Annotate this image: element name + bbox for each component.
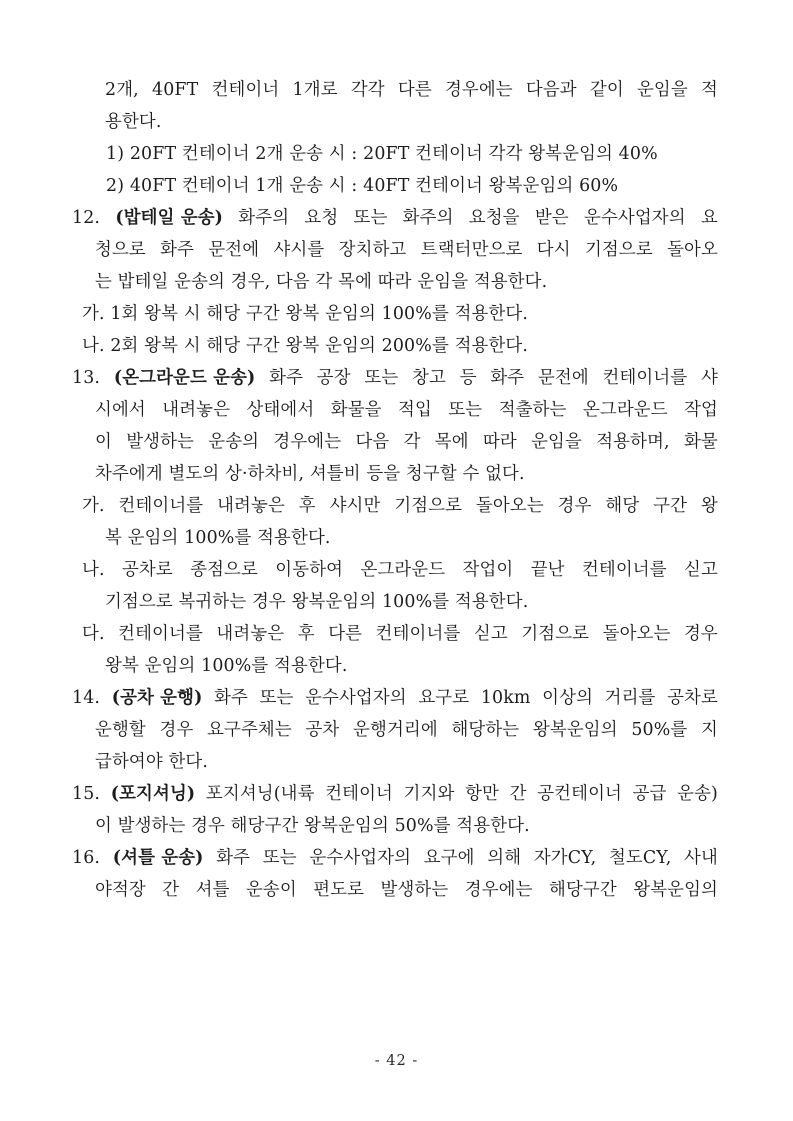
text-word: 샤시만 xyxy=(329,496,381,516)
clause-continuation-line: 는 밥테일 운송의 경우, 다음 각 목에 따라 운임을 적용한다. xyxy=(95,272,548,292)
text-word: 다음 xyxy=(355,432,390,452)
text-word: 돌아오는 xyxy=(602,624,671,644)
clause-label: (온그라운드 운송) xyxy=(113,368,256,388)
text-word: 해당 xyxy=(605,496,640,516)
clause-number: 13. xyxy=(72,368,101,388)
text-word: 장치하고 xyxy=(338,240,407,260)
text-word: 이동하여 xyxy=(275,560,344,580)
clause-first-line xyxy=(72,362,718,394)
text-word: 운송의 xyxy=(208,432,260,452)
text-word: 컨테이너를 xyxy=(602,368,688,388)
text-word: 컨테이너를 xyxy=(375,624,461,644)
clause-label: (공차 운행) xyxy=(111,688,203,708)
text-word: 공차 xyxy=(305,720,340,740)
clause-item xyxy=(72,842,718,906)
subitem-continuation-line: 복 운임의 100%를 적용한다. xyxy=(105,528,331,548)
text-word: 이상의 xyxy=(542,688,594,708)
clause-subitem xyxy=(72,618,718,682)
text-word: 싣고 xyxy=(473,624,508,644)
text-word: 요 xyxy=(700,208,718,228)
text-word: 창고 xyxy=(412,368,446,388)
text-word: 화물을 xyxy=(330,400,382,420)
text-word: 의해 xyxy=(487,848,522,868)
clause-number: 16. xyxy=(72,848,101,868)
text-word: 해당하는 xyxy=(451,720,520,740)
text-word: 화주 xyxy=(216,848,251,868)
text-word: 거리를 xyxy=(604,688,656,708)
subitem-first-line xyxy=(72,298,718,330)
text-word: 적출하는 xyxy=(498,400,567,420)
clause-continuation-line xyxy=(72,234,718,266)
text-word: 간 xyxy=(509,784,527,804)
text-word: 공차로 xyxy=(121,560,173,580)
text-word: 화주 xyxy=(269,368,304,388)
subitem-continuation-line: 왕복 운임의 100%를 적용한다. xyxy=(105,656,348,676)
text-word: 발생하는 xyxy=(126,432,195,452)
text-word: 요구로 xyxy=(418,688,470,708)
text-word: 2회 왕복 시 해당 구간 왕복 운임의 200%를 적용한다. xyxy=(104,336,529,356)
text-word: 화주의 xyxy=(402,208,454,228)
text-word: 왕복운임의 xyxy=(532,720,618,740)
text-word: 상태에서 xyxy=(246,400,315,420)
text-word: 청으로 xyxy=(95,240,146,260)
clause-item xyxy=(72,202,718,298)
text-word: 경우에는 xyxy=(464,880,533,900)
subitem-marker: 가. xyxy=(82,496,105,516)
text-word: 끝난 xyxy=(530,560,565,580)
text-word: 돌아오는 xyxy=(475,496,544,516)
clause-continuation-line xyxy=(72,874,718,906)
text-word: 종점으로 xyxy=(190,560,258,580)
clause-item xyxy=(72,778,718,842)
text-word: 다음과 xyxy=(525,80,577,100)
text-word: 화물 xyxy=(683,432,718,452)
text-word: 50%를 xyxy=(631,720,688,740)
text-word: 또는 xyxy=(364,368,399,388)
text-word: 간 xyxy=(162,880,180,900)
carryover-paragraph xyxy=(72,74,718,138)
clause-number: 12. xyxy=(72,208,101,228)
text-word: 싣고 xyxy=(684,560,718,580)
text-word: 1회 왕복 시 해당 구간 왕복 운임의 100%를 적용한다. xyxy=(104,304,529,324)
text-word: 또는 xyxy=(353,208,388,228)
text-word: 같이 xyxy=(589,80,624,100)
text-word: 셔틀 xyxy=(195,880,230,900)
text-word: 사내 xyxy=(684,848,718,868)
text-word: 운임을 xyxy=(636,80,688,100)
text-word: 온그라운드 xyxy=(582,400,668,420)
subitem-first-line xyxy=(72,330,718,362)
text-word: 요청을 xyxy=(468,208,520,228)
text-word: 적 xyxy=(701,80,718,100)
text-word: 운송) xyxy=(677,784,718,804)
text-word: 공급 xyxy=(632,784,667,804)
clause-list xyxy=(72,202,718,906)
clause-subitem xyxy=(72,490,718,554)
text-word: 컨테이너를 xyxy=(118,496,204,516)
text-word: 운수사업자의 xyxy=(584,208,686,228)
list-item: 1) 20FT 컨테이너 2개 운송 시 : 20FT 컨테이너 각각 왕복운임의 40% xyxy=(106,144,658,164)
clause-subitem xyxy=(72,330,718,362)
text-word: 기점으로 xyxy=(584,240,653,260)
text-word: 요청 xyxy=(304,208,339,228)
text-word: 2개, xyxy=(105,80,139,100)
text-word: 요구에 xyxy=(423,848,475,868)
text-word: 10km xyxy=(480,688,531,708)
text-word: 운송이 xyxy=(245,880,297,900)
clause-continuation-line: 이 발생하는 경우 해당구간 왕복운임의 50%를 적용한다. xyxy=(95,816,530,836)
clause-number: 14. xyxy=(72,688,101,708)
text-word: 등 xyxy=(459,368,477,388)
subitem-first-line xyxy=(72,490,718,522)
text-word: 화주의 xyxy=(238,208,290,228)
text-word: 공차로 xyxy=(667,688,718,708)
text-word: 왕복운임의 xyxy=(633,880,718,900)
text-word: 문전에 xyxy=(537,368,589,388)
text-word: 포지셔닝(내륙 xyxy=(205,784,315,804)
text-word: 경우 xyxy=(683,624,718,644)
clause-continuation-line: 차주에게 별도의 상·하차비, 셔틀비 등을 청구할 수 없다. xyxy=(95,464,525,484)
text-word: 운행거리에 xyxy=(353,720,438,740)
text-word: 화주 xyxy=(160,240,195,260)
text-word: 기점으로 xyxy=(394,496,463,516)
text-word: 발생하는 xyxy=(380,880,449,900)
clause-first-line xyxy=(72,202,718,234)
text-word: 또는 xyxy=(262,848,297,868)
text-word: 해당구간 xyxy=(549,880,617,900)
text-word: 내려놓은 xyxy=(162,400,231,420)
clause-first-line xyxy=(72,842,718,874)
text-word: 컨테이너를 xyxy=(581,560,667,580)
text-word: 시에서 xyxy=(95,400,146,420)
text-word: 기지와 xyxy=(403,784,455,804)
text-word: 공컨테이너 xyxy=(537,784,622,804)
page-footer: - 42 - xyxy=(374,1053,419,1069)
text-word: 적용하며, xyxy=(596,432,670,452)
text-word: 경우 xyxy=(159,720,194,740)
text-word: 컨테이너 xyxy=(325,784,393,804)
text-word: 후 xyxy=(297,624,315,644)
text-word: 편도로 xyxy=(313,880,365,900)
text-word: 운수사업자의 xyxy=(305,688,407,708)
subitem-marker: 다. xyxy=(82,624,105,644)
clause-subitem xyxy=(72,298,718,330)
text-word: 운수사업자의 xyxy=(309,848,412,868)
text-word: 이 xyxy=(95,432,112,452)
clause-item xyxy=(72,362,718,490)
text-word: 지 xyxy=(701,720,718,740)
text-word: 경우에는 xyxy=(444,80,513,100)
text-word: 트랙터만으로 xyxy=(420,240,523,260)
clause-number: 15. xyxy=(72,784,101,804)
text-word: 샤시를 xyxy=(273,240,325,260)
subitem-continuation-line: 기점으로 복귀하는 경우 왕복운임의 100%를 적용한다. xyxy=(105,592,529,612)
text-word: 구간 xyxy=(653,496,688,516)
clause-continuation-line xyxy=(72,714,718,746)
text-word: 또는 xyxy=(259,688,294,708)
text-word: 1개로 xyxy=(292,80,338,100)
text-word: 요구주체는 xyxy=(207,720,292,740)
text-word: 자가CY, xyxy=(533,848,597,868)
text-word: 목에 xyxy=(434,432,469,452)
clause-label: (밥테일 운송) xyxy=(115,208,224,228)
document-body xyxy=(72,74,718,906)
text-word: 경우 xyxy=(557,496,592,516)
clause-label: (포지셔닝) xyxy=(110,784,196,804)
clause-continuation-line xyxy=(72,426,718,458)
clause-continuation-line xyxy=(72,394,718,426)
text-word: 화주 xyxy=(490,368,525,388)
clause-label: (셔틀 운송) xyxy=(112,848,204,868)
list-item: 2) 40FT 컨테이너 1개 운송 시 : 40FT 컨테이너 왕복운임의 60% xyxy=(106,176,619,196)
clause-continuation-line: 급하여야 한다. xyxy=(95,752,209,772)
text-word: 샤 xyxy=(701,368,718,388)
text-word: 다른 xyxy=(397,80,432,100)
subitem-marker: 나. xyxy=(82,336,105,356)
text-word: 경우에는 xyxy=(273,432,342,452)
text-word: 컨테이너 xyxy=(211,80,280,100)
clause-subitem xyxy=(72,554,718,618)
text-word: 따라 xyxy=(482,432,517,452)
text-word: 공장 xyxy=(316,368,351,388)
text-word: 작업 xyxy=(684,400,718,420)
text-word: 왕 xyxy=(700,496,718,516)
text-word: 컨테이너를 xyxy=(118,624,203,644)
text-word: 화주 xyxy=(214,688,248,708)
text-word: 각 xyxy=(403,432,421,452)
text-word: 후 xyxy=(298,496,316,516)
text-word: 내려놓은 xyxy=(217,496,285,516)
text-line: 용한다. xyxy=(105,112,162,132)
text-word: 운행할 xyxy=(95,720,146,740)
text-word: 항만 xyxy=(465,784,500,804)
text-word: 철도CY, xyxy=(608,848,672,868)
text-word: 또는 xyxy=(448,400,483,420)
text-word: 내려놓은 xyxy=(216,624,285,644)
text-word: 받은 xyxy=(534,208,569,228)
text-word: 운임을 xyxy=(531,432,582,452)
text-word: 각각 xyxy=(350,80,385,100)
text-line xyxy=(72,74,718,106)
subitem-marker: 가. xyxy=(82,304,105,324)
text-word: 문전에 xyxy=(208,240,260,260)
clause-first-line xyxy=(72,682,718,714)
text-word: 작업이 xyxy=(462,560,514,580)
clause-first-line xyxy=(72,778,718,810)
text-word: 다른 xyxy=(328,624,363,644)
text-word: 온그라운드 xyxy=(360,560,446,580)
text-word: 야적장 xyxy=(95,880,146,900)
numbered-sublist xyxy=(72,138,718,202)
text-word: 기점으로 xyxy=(521,624,590,644)
text-word: 다시 xyxy=(536,240,571,260)
clause-item xyxy=(72,682,718,778)
subitem-first-line xyxy=(72,618,718,650)
subitem-marker: 나. xyxy=(82,560,105,580)
text-word: 돌아오 xyxy=(667,240,718,260)
text-word: 40FT xyxy=(152,80,199,100)
text-word: 적입 xyxy=(398,400,432,420)
subitem-first-line xyxy=(72,554,718,586)
